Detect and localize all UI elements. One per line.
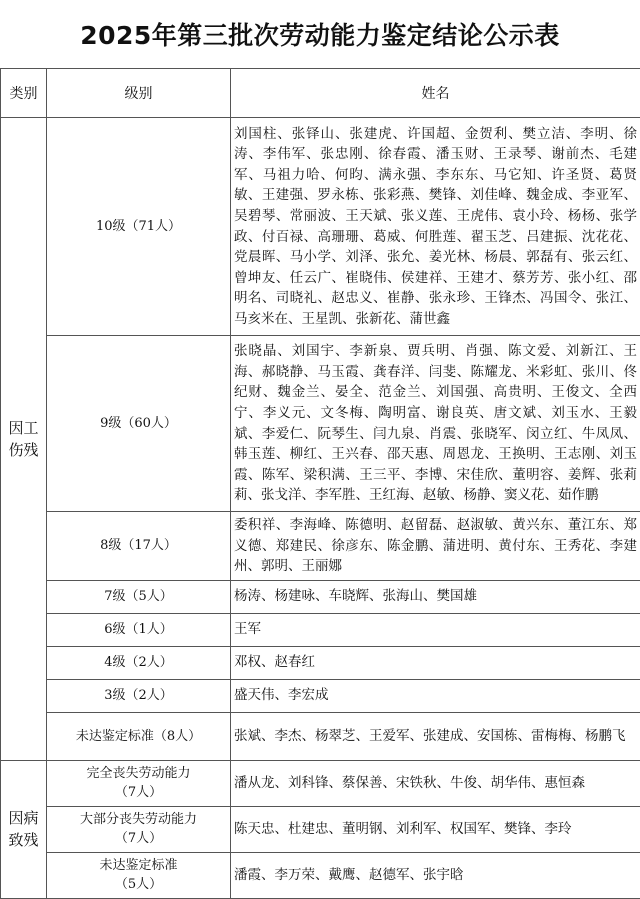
table-row — [1, 712, 640, 760]
category-label: 因工 — [8, 419, 38, 437]
level-count: （5人） — [115, 877, 162, 892]
level-count: （7人） — [115, 831, 162, 846]
category-work-injury — [1, 118, 47, 761]
level-count: （7人） — [115, 785, 162, 800]
level-cell: 未达鉴定标准（8人） — [47, 712, 231, 760]
level-cell: 3级（2人） — [47, 679, 231, 712]
header-level: 级别 — [47, 69, 231, 118]
names-cell: 盛天伟、李宏成 — [231, 679, 640, 712]
names-cell: 潘从龙、刘科锋、蔡保善、宋铁秋、牛俊、胡华伟、惠恒森 — [231, 760, 640, 806]
level-cell: 4级（2人） — [47, 646, 231, 679]
level-cell: 6级（1人） — [47, 613, 231, 646]
names-cell: 王军 — [231, 613, 640, 646]
results-table — [0, 68, 640, 899]
header-category: 类别 — [1, 69, 47, 118]
level-cell: 8级（17人） — [47, 512, 231, 581]
names-cell: 杨涛、杨建咏、车晓辉、张海山、樊国雄 — [231, 580, 640, 613]
level-label: 大部分丧失劳动能力 — [80, 812, 197, 827]
names-cell: 张晓晶、刘国宇、李新泉、贾兵明、肖强、陈文爱、刘新江、王海、郝晓静、马玉霞、龚春洋、闫斐、陈耀龙、米彩虹、张川、佟纪财、魏金兰、晏全、范金兰、刘国强、高贵明、王俊文、全西宁、李义元、文冬梅、陶明富、谢良英、唐文斌、刘玉水、王毅斌、李爱仁、阮琴生、闫九泉、肖震、张晓军、闵立红、牛凤凤、韩玉莲、柳红、王兴春、邵天惠、周恩龙、王换明、王志刚、刘玉霞、陈军、梁积满、王三平、李博、宋佳欣、董明容、姜辉、张莉莉、张戈洋、李军胜、王红海、赵敏、杨静、窦义花、茹作鹏 — [231, 336, 640, 512]
table-row — [1, 679, 640, 712]
page-title: 2025年第三批次劳动能力鉴定结论公示表 — [0, 0, 640, 68]
names-cell: 潘霞、李万荣、戴鹰、赵德军、张宇晗 — [231, 852, 640, 898]
table-row — [1, 613, 640, 646]
category-label: 伤残 — [8, 441, 38, 459]
names-cell: 张斌、李杰、杨翠芝、王爱军、张建成、安国栋、雷梅梅、杨鹏飞 — [231, 712, 640, 760]
level-cell — [47, 852, 231, 898]
table-row — [1, 580, 640, 613]
table-row — [1, 118, 640, 336]
names-cell: 刘国柱、张铎山、张建虎、许国超、金贺利、樊立洁、李明、徐涛、李伟军、张忠刚、徐春霞、潘玉财、王录琴、谢前杰、毛建军、马祖力哈、何昀、满永强、李东东、马它知、许圣贤、葛贤敏、王建强、罗永栋、张彩燕、樊锋、刘佳峰、魏金成、李亚军、吴碧琴、常丽波、王天斌、张义莲、王虎伟、袁小玲、杨杨、张学政、付百禄、高珊珊、葛威、何胜莲、翟玉芝、吕建振、沈花花、党晨晖、马小学、刘泽、张允、姜光林、杨晨、郭磊有、张云红、曾坤友、任云广、崔晓伟、侯建祥、王建才、蔡芳芳、张小红、邵明名、司晓礼、赵忠义、崔静、张永珍、王锋杰、冯国令、张江、马亥米在、王星凯、张新花、蒲世鑫 — [231, 118, 640, 336]
names-cell: 委积祥、李海峰、陈德明、赵留磊、赵淑敏、黄兴东、董江东、郑义德、郑建民、徐彦东、陈金鹏、蒲进明、黄付东、王秀花、李建州、郭明、王丽娜 — [231, 512, 640, 581]
table-row — [1, 512, 640, 581]
category-illness — [1, 760, 47, 898]
table-row — [1, 852, 640, 898]
level-cell: 9级（60人） — [47, 336, 231, 512]
header-row — [1, 69, 640, 118]
names-cell: 陈天忠、杜建忠、董明钢、刘利军、权国军、樊锋、李玲 — [231, 806, 640, 852]
table-row — [1, 336, 640, 512]
names-cell: 邓权、赵春红 — [231, 646, 640, 679]
table-row — [1, 760, 640, 806]
level-cell: 7级（5人） — [47, 580, 231, 613]
level-cell: 10级（71人） — [47, 118, 231, 336]
level-cell — [47, 806, 231, 852]
header-names: 姓名 — [231, 69, 640, 118]
level-label: 未达鉴定标准 — [99, 858, 177, 873]
table-row — [1, 646, 640, 679]
table-row — [1, 806, 640, 852]
category-label: 致残 — [8, 831, 38, 849]
level-label: 完全丧失劳动能力 — [86, 766, 190, 781]
category-label: 因病 — [8, 809, 38, 827]
level-cell — [47, 760, 231, 806]
